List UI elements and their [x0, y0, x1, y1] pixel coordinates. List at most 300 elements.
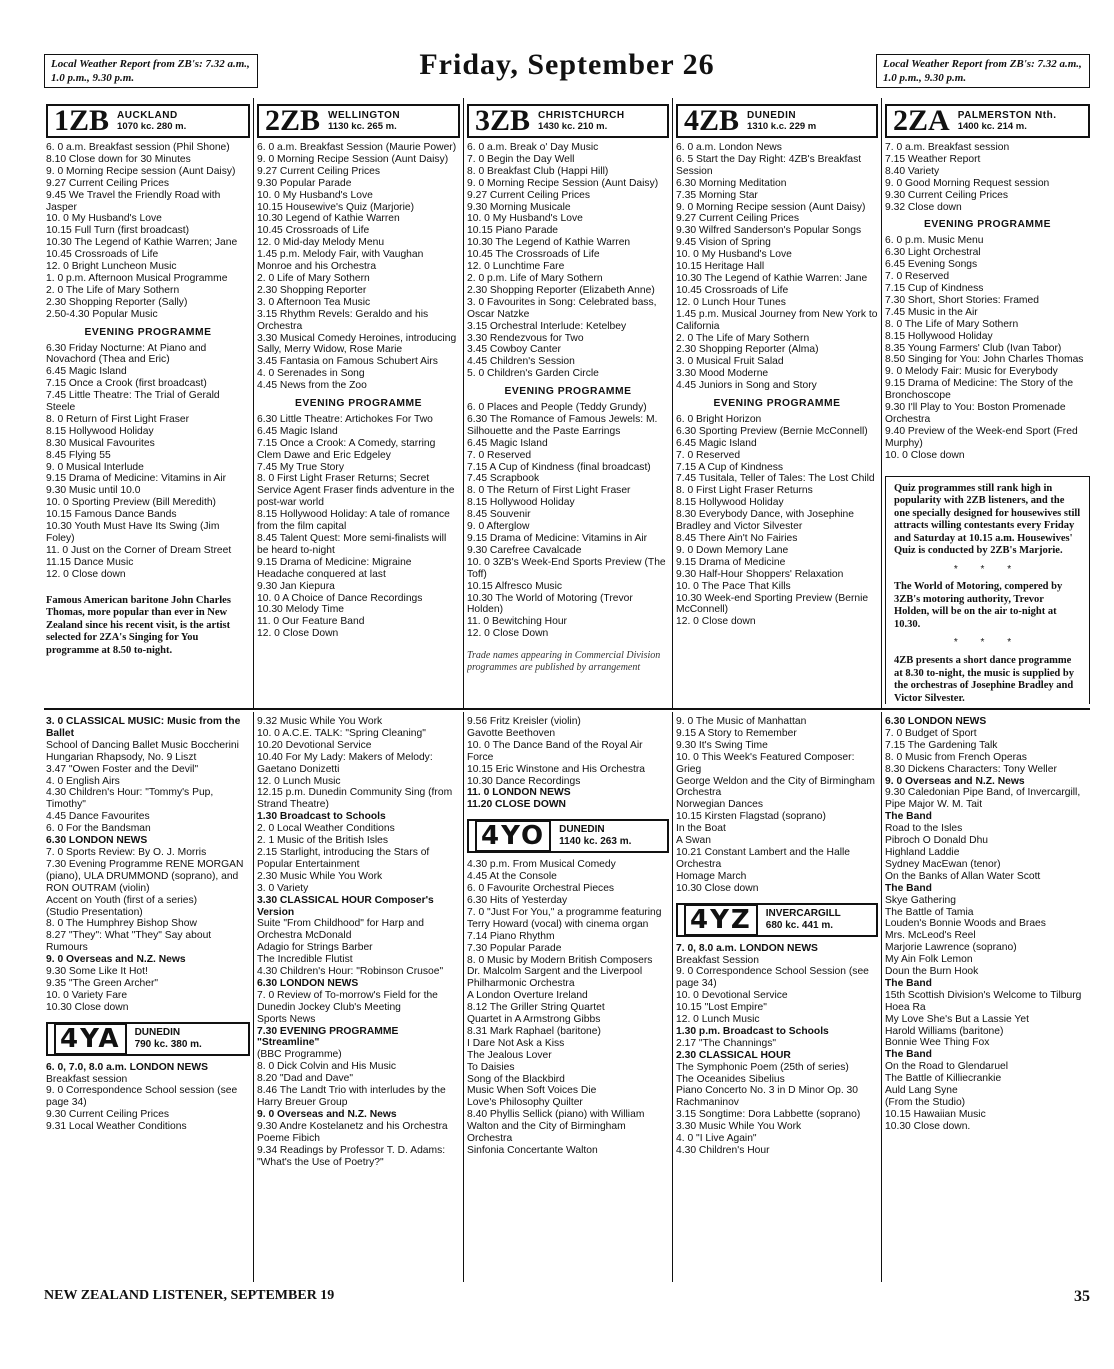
programme-item: 8.45 There Ain't No Fairies	[676, 533, 798, 544]
programme-item: 9.30 Morning Musicale	[467, 201, 571, 213]
programme-item: 11.20 CLOSE DOWN	[467, 799, 566, 811]
station-info	[135, 1027, 202, 1051]
section-heading: EVENING PROGRAMME	[504, 386, 632, 398]
station-city: DUNEDIN	[559, 824, 605, 836]
programme-item: Hoea Ra	[885, 1001, 926, 1013]
programme-item: 7.15 Weather Report	[885, 153, 981, 165]
programme-item: 9.34 Readings by Professor T. D. Adams: "What's the Use of Poetry?"	[257, 1144, 446, 1168]
programme-item: 10.21 Constant Lambert and the Halle Orchestra	[676, 846, 851, 870]
programme-item: 10. 0 My Husband's Love	[257, 189, 373, 201]
programme-item: 9.30 Jan Kiepura	[257, 580, 335, 592]
programme-item: 8.15 Hollywood Holiday: A tale of romance from the film capital	[257, 509, 450, 533]
programme-item: 11. 0 Just on the Corner of Dream Street	[46, 544, 232, 556]
programme-item: 8. 0 First Light Fraser Returns	[676, 485, 813, 497]
programme-item: 6.45 Evening Songs	[885, 259, 978, 271]
programme-item: 10.15 Heritage Hall	[676, 261, 765, 273]
programme-item: 12. 0 Close Down	[467, 628, 549, 640]
column-divider	[672, 98, 673, 708]
weather-report-right: Local Weather Report from ZB's: 7.32 a.m., 1.0 p.m., 9.30 p.m.	[876, 54, 1090, 88]
programme-item: 4. 0 "I Live Again"	[676, 1133, 757, 1145]
programme-list	[257, 716, 460, 1168]
programme-item: 9. 0 Overseas and N.Z. News	[885, 775, 1025, 787]
programme-item: 10.30 Close down.	[885, 1120, 971, 1132]
station-frequency: 1130 kc. 265 m.	[328, 121, 397, 132]
programme-item: 4.30 Children's Hour	[676, 1145, 770, 1156]
programme-item: Adagio for Strings Barber	[257, 942, 373, 954]
programme-item: 10. 0 My Husband's Love	[46, 213, 162, 225]
section-heading: EVENING PROGRAMME	[713, 398, 841, 410]
station-header-4ya	[46, 1022, 250, 1056]
highlight-dance: 4ZB presents a short dance programme at 8.30 to-night, the music is supplied by the orchestras of Josephine Bradley and Victor Silvester.	[894, 655, 1074, 704]
programme-item: My Love She's But a Lassie Yet	[885, 1013, 1029, 1025]
programme-item: A London Overture Ireland	[467, 990, 588, 1002]
programme-item: School of Dancing Ballet Music Boccherini	[46, 739, 239, 751]
programme-item: 8.15 Hollywood Holiday	[46, 425, 154, 437]
star-divider: * * *	[953, 637, 1022, 649]
programme-item: 12. 0 Lunch Music	[676, 1014, 760, 1026]
programme-item: 3.45 Fantasia on Famous Schubert Airs	[257, 356, 438, 368]
programme-item: 15th Scottish Division's Welcome to Tilburg	[885, 989, 1082, 1001]
programme-item: 9.32 Close down	[885, 201, 962, 213]
programme-item: 8.45 Talent Quest: More semi-finalists will be heard to-night	[257, 533, 447, 556]
programme-item: 3.30 Musical Comedy Heroines, introducing Sally, Merry Widow, Rose Marie	[257, 332, 457, 356]
station-call: 4ZB	[684, 104, 740, 137]
programme-item: 10.15 Famous Dance Bands	[46, 509, 177, 521]
programme-item: 9. 0 Good Morning Request session	[885, 177, 1050, 189]
programme-item: The Oceanides Sibelius	[676, 1073, 785, 1085]
programme-item: 9. 0 The Music of Manhattan	[676, 716, 807, 727]
station-header-4yz	[676, 903, 878, 937]
column-4zb	[676, 104, 878, 704]
programme-item: 7.15 Cup of Kindness	[885, 282, 984, 294]
programme-item: Breakfast session	[46, 1073, 128, 1085]
programme-item: 2.30 Shopping Reporter	[257, 284, 367, 296]
programme-item: Auld Lang Syne	[885, 1085, 958, 1097]
programme-item: 9.30 Half-Hour Shoppers' Relaxation	[676, 568, 844, 580]
programme-item: Piano Concerto No. 3 in D Minor Op. 30 Rachmaninov	[676, 1085, 859, 1109]
programme-item: 9.45 We Travel the Friendly Road with Jasper	[46, 189, 221, 213]
station-header-2zb	[257, 104, 460, 138]
programme-item: 9. 0 Morning Recipe Session (Aunt Daisy)	[257, 153, 449, 165]
programme-item: 6. 0 a.m. Breakfast Session (Maurie Power)	[257, 142, 457, 153]
programme-item: 9.40 Preview of the Week-end Sport (Fred Murphy)	[885, 425, 1078, 449]
programme-item: 8.15 Hollywood Holiday	[676, 497, 784, 509]
programme-item: 4.30 p.m. From Musical Comedy	[467, 859, 616, 871]
programme-item: 10. 0 A Choice of Dance Recordings	[257, 592, 423, 604]
lower-column-1	[46, 716, 250, 1282]
programme-item: 6. 5 Start the Day Right: 4ZB's Breakfast Session	[676, 153, 862, 177]
programme-item: 4.45 Children's Session	[467, 356, 575, 368]
feature-note: Famous American baritone John Charles Thomas, more popular than ever in New Zealand since his recent visit, is the artist selected for 2ZA's Singing for You programme at 8.50 to-night.	[46, 594, 231, 656]
programme-item: 9.27 Current Ceiling Prices	[467, 189, 591, 201]
station-frequency: 790 kc. 380 m.	[134, 1038, 202, 1050]
programme-item: Dr. Malcolm Sargent and the Liverpool Philharmonic Orchestra	[467, 966, 643, 990]
programme-item: 8.30 Everybody Dance, with Josephine Bradley and Victor Silvester	[676, 509, 855, 533]
programme-item: 7.30 EVENING PROGRAMME "Streamline"	[257, 1025, 399, 1049]
programme-item: 10.15 Alfresco Music	[467, 580, 563, 592]
programme-item: 9.30 Caledonian Pipe Band, of Invercargill, Pipe Major W. M. Tait	[885, 787, 1081, 811]
station-city: PALMERSTON Nth.	[957, 110, 1057, 121]
programme-item: 3.30 CLASSICAL HOUR Composer's Version	[257, 894, 434, 918]
programme-item: 10.20 Devotional Service	[257, 739, 372, 751]
programme-item: 10. 0 A.C.E. TALK: "Spring Cleaning"	[257, 727, 426, 739]
column-1zb	[46, 104, 250, 704]
section-heading: EVENING PROGRAMME	[84, 326, 212, 338]
programme-item: 6. 0 a.m. London News	[676, 142, 782, 153]
station-city: WELLINGTON	[328, 110, 401, 121]
programme-item: 9. 0 Down Memory Lane	[676, 544, 789, 556]
programme-item: 7. 0 a.m. Breakfast session	[885, 142, 1010, 153]
programme-item: 6. 0 Bright Horizon	[676, 413, 762, 425]
programme-item: 3.15 Songtime: Dora Labbette (soprano)	[676, 1109, 861, 1121]
programme-item: 4.30 Children's Hour: "Robinson Crusoe"	[257, 966, 444, 978]
station-call: 1ZB	[54, 104, 110, 137]
programme-item: Pibroch O Donald Dhu	[885, 835, 989, 847]
programme-item: 10. 0 This Week's Featured Composer: Grieg	[676, 751, 855, 775]
programme-item: The Band	[885, 882, 932, 894]
programme-item: 3. 0 CLASSICAL MUSIC: Music from the Ballet	[46, 716, 241, 739]
programme-item: 7.30 Evening Programme RENE MORGAN (piano), ULA DRUMMOND (soprano), and RON OUTRAM (violin)	[46, 858, 244, 894]
page-title: Friday, September 26	[419, 48, 715, 81]
programme-list	[46, 142, 250, 581]
programme-item: 8. 0 The Return of First Light Fraser	[467, 485, 631, 497]
programme-item: 9.15 Drama of Medicine: Vitamins in Air	[467, 533, 648, 544]
station-call: 2ZB	[265, 104, 321, 137]
programme-item: 7. 0 Reserved	[467, 449, 532, 461]
programme-item: 10.30 The World of Motoring (Trevor Holden)	[467, 592, 633, 616]
programme-item: 8. 0 Breakfast Club (Happi Hill)	[467, 165, 609, 177]
programme-item: 3.30 Music While You Work	[676, 1121, 802, 1133]
programme-item: 9.27 Current Ceiling Prices	[46, 177, 170, 189]
column-divider	[672, 712, 673, 1282]
programme-item: 9. 0 Afterglow	[467, 521, 530, 533]
programme-item: 10. 0 The Dance Band of the Royal Air Force	[467, 739, 643, 763]
programme-item: Gavotte Beethoven	[467, 727, 556, 739]
programme-item: 8. 0 The Humphrey Bishop Show	[46, 918, 197, 930]
programme-item: 10. 0 3ZB's Week-End Sports Preview (The Toff)	[467, 556, 666, 580]
programme-item: 7.45 Little Theatre: The Trial of Gerald Steele	[46, 390, 220, 414]
programme-item: 2.15 Starlight, introducing the Stars of Popular Entertainment	[257, 846, 430, 870]
programme-item: Mrs. McLeod's Reel	[885, 930, 976, 942]
programme-list	[467, 142, 669, 640]
programme-item: 7. 0 Review of To-morrow's Field for the Dunedin Jockey Club's Meeting	[257, 989, 438, 1013]
programme-item: 10.45 Crossroads of Life	[257, 225, 370, 237]
programme-item: My Ain Folk Lemon	[885, 954, 973, 966]
station-frequency: 1310 k.c. 229 m	[747, 121, 817, 132]
programme-item: 6. 0 For the Bandsman	[46, 823, 151, 835]
programme-item: 9. 0 Overseas and N.Z. News	[257, 1108, 397, 1120]
programme-item: 5. 0 Children's Garden Circle	[467, 368, 599, 380]
programme-item: 10.45 Crossroads of Life	[46, 249, 159, 261]
programme-item: 9. 0 Musical Interlude	[46, 461, 144, 473]
station-city: AUCKLAND	[117, 110, 178, 121]
programme-item: 7. 0 Reserved	[885, 271, 950, 283]
programme-item: 9.30 Carefree Cavalcade	[467, 544, 582, 556]
programme-item: The Band	[885, 1049, 932, 1061]
station-info	[117, 110, 186, 132]
programme-item: 6. 0, 7.0, 8.0 a.m. LONDON NEWS	[46, 1061, 208, 1073]
programme-item: 10. 0 Variety Fare	[46, 989, 128, 1001]
highlight-motoring: The World of Motoring, compered by 3ZB's motoring authority, Trevor Holden, will be on the air to-night at 10.30.	[894, 581, 1063, 630]
programme-item: 12. 0 Mid-day Melody Menu	[257, 237, 385, 249]
programme-item: 12. 0 Close Down	[257, 628, 339, 640]
programme-item: 2. 0 Life of Mary Sothern	[257, 272, 370, 284]
programme-item: 7. 0 Sports Review: By O. J. Morris	[46, 846, 207, 858]
programme-item: 2.30 Shopping Reporter (Alma)	[676, 344, 819, 356]
programme-item: Bonnie Wee Thing Fox	[885, 1037, 990, 1049]
programme-item: 8.40 Variety	[885, 165, 940, 177]
programme-item: 6. 0 p.m. Music Menu	[885, 235, 984, 247]
programme-item: 10. 0 My Husband's Love	[467, 213, 583, 225]
weather-report-left: Local Weather Report from ZB's: 7.32 a.m., 1.0 p.m., 9.30 p.m.	[44, 54, 258, 88]
programme-item: 6. 0 a.m. Breakfast session (Phil Shone)	[46, 142, 230, 153]
programme-item: 9. 0 Morning Recipe session (Aunt Daisy)	[676, 201, 866, 213]
programme-item: 6.30 Little Theatre: Artichokes For Two	[257, 413, 433, 425]
section-heading: EVENING PROGRAMME	[295, 398, 422, 410]
programme-item: 4.45 At the Console	[467, 871, 557, 883]
station-header-4yo	[467, 819, 669, 853]
programme-item: Sports News	[257, 1013, 316, 1025]
programme-item: 8.15 Hollywood Holiday	[467, 497, 575, 509]
programme-item: 2.30 Shopping Reporter (Elizabeth Anne)	[467, 284, 655, 296]
programme-item: 12. 0 Lunch Music	[257, 775, 341, 787]
programme-item: 8.15 Hollywood Holiday	[885, 330, 993, 342]
programme-item: 3. 0 Favourites in Song: Celebrated bass, Oscar Natzke	[467, 296, 657, 320]
programme-item: 6.30 Hits of Yesterday	[467, 894, 568, 906]
programme-item: The Battle of Killiecrankie	[885, 1073, 1002, 1085]
programme-item: Love's Philosophy Quilter	[467, 1097, 583, 1109]
programme-item: 9.32 Music While You Work	[257, 716, 383, 727]
programme-item: Quartet in A Armstrong Gibbs	[467, 1014, 601, 1026]
programme-item: 9.30 Andre Kostelanetz and his Orchestra	[257, 1120, 448, 1132]
station-header-3zb	[467, 104, 669, 138]
programme-item: 8.40 Phyllis Sellick (piano) with William Walton and the City of Birmingham Orchestra	[467, 1109, 645, 1145]
column-2za	[885, 104, 1090, 704]
column-divider	[253, 712, 254, 1282]
page-header	[44, 48, 1090, 98]
station-call: 2ZA	[893, 104, 950, 137]
programme-item: 4.45 News from the Zoo	[257, 380, 367, 392]
programme-item: 9. 0 Morning Recipe Session (Aunt Daisy)	[467, 177, 659, 189]
programme-list	[46, 716, 250, 1014]
programme-item: 6.45 Magic Island	[46, 366, 127, 378]
station-frequency: 1430 kc. 210 m.	[538, 121, 608, 132]
programme-item: 12. 0 Lunch Hour Tunes	[676, 296, 786, 308]
programme-item: 8. 0 Music from French Operas	[885, 751, 1027, 763]
programme-list	[257, 142, 460, 640]
listener-page	[44, 48, 1090, 1348]
programme-item: 7. 0 Begin the Day Well	[467, 153, 575, 165]
programme-item: 10.30 The Legend of Kathie Warren: Jane	[676, 272, 868, 284]
programme-item: Music When Soft Voices Die	[467, 1085, 597, 1097]
programme-item: Sinfonia Concertante Walton	[467, 1145, 598, 1156]
lower-column-3	[467, 716, 669, 1282]
programme-item: 3.30 Rendezvous for Two	[467, 332, 584, 344]
programme-item: 10.40 For My Lady: Makers of Melody: Gaetano Donizetti	[257, 751, 433, 775]
programme-item: 8.45 Flying 55	[46, 449, 111, 461]
programme-item: 12.15 p.m. Dunedin Community Sing (from Strand Theatre)	[257, 787, 453, 811]
programme-item: 6.45 Magic Island	[257, 425, 338, 437]
section-heading: EVENING PROGRAMME	[924, 219, 1051, 231]
programme-item: 10.45 The Crossroads of Life	[467, 249, 600, 261]
programme-item: 10.30 Legend of Kathie Warren	[257, 213, 400, 225]
programme-item: 9.56 Fritz Kreisler (violin)	[467, 716, 581, 727]
programme-item: 3.15 Rhythm Revels: Geraldo and his Orchestra	[257, 308, 429, 332]
programme-item: 9.30 Some Like It Hot!	[46, 966, 148, 978]
programme-item: 1.30 p.m. Broadcast to Schools	[676, 1025, 829, 1037]
programme-item: 10. 0 Close down	[885, 449, 965, 461]
programme-item: 9.30 It's Swing Time	[676, 739, 768, 751]
programme-item: 7.15 Once a Crook: A Comedy, starring Clem Dawe and Eric Edgeley	[257, 437, 436, 461]
programme-item: 10.30 The Legend of Kathie Warren	[467, 237, 631, 249]
programme-item: 9.30 Current Ceiling Prices	[46, 1109, 170, 1121]
programme-item: 7. 0, 8.0 a.m. LONDON NEWS	[676, 942, 818, 954]
programme-item: 9.30 Wilfred Sanderson's Popular Songs	[676, 225, 862, 237]
station-header-4zb	[676, 104, 878, 138]
programme-item: 10.30 Week-end Sporting Preview (Bernie McConnell)	[676, 592, 869, 616]
programme-item: 2. 1 Music of the British Isles	[257, 835, 389, 847]
programme-item: 2.30 CLASSICAL HOUR	[676, 1049, 791, 1061]
programme-item: 1.45 p.m. Musical Journey from New York to California	[676, 308, 878, 332]
programme-item: 2. 0 p.m. Life of Mary Sothern	[467, 272, 603, 284]
programme-item: 10.15 "Lost Empire"	[676, 1002, 767, 1014]
lower-column-2	[257, 716, 460, 1282]
programme-item: 8.46 The Landt Trio with interludes by the Harry Breuer Group	[257, 1085, 446, 1108]
programme-item: In the Boat	[676, 823, 726, 835]
programme-item: 6.30 Sporting Preview (Bernie McConnell)	[676, 425, 868, 437]
station-call: 3ZB	[475, 104, 531, 137]
programme-item: 10.15 Hawaiian Music	[885, 1108, 986, 1120]
highlight-quiz: Quiz programmes still rank high in popularity with 2ZB listeners, and the one specially designed for housewives still attracts willing contestants every Friday and Saturday at 10.15 a.m. Housewives' Quiz is conducted by 2ZB's Marjorie.	[894, 482, 1081, 557]
programme-item: 3.47 "Owen Foster and the Devil"	[46, 763, 199, 775]
programme-item: 6. 0 Favourite Orchestral Pieces	[467, 883, 615, 895]
programme-item: 7.35 Morning Star	[676, 189, 758, 201]
programme-item: Doun the Burn Hook	[885, 966, 979, 978]
programme-item: 1.30 Broadcast to Schools	[257, 811, 386, 823]
programme-item: 9.35 "The Green Archer"	[46, 977, 159, 989]
programme-item: Suite "From Childhood" for Harp and Orchestra McDonald	[257, 918, 424, 942]
lower-column-5	[885, 716, 1090, 1282]
programme-item: 6.30 Light Orchestral	[885, 247, 981, 259]
programme-item: 6.30 The Romance of Famous Jewels: M. Silhouette and the Paste Earrings	[467, 413, 658, 437]
programme-item: Marjorie Lawrence (soprano)	[885, 942, 1017, 954]
programme-item: 6.30 LONDON NEWS	[257, 977, 359, 989]
programme-item: George Weldon and the City of Birmingham Orchestra	[676, 775, 875, 799]
programme-item: 3. 0 Musical Fruit Salad	[676, 356, 784, 368]
programme-item: 7.15 Once a Crook (first broadcast)	[46, 378, 207, 390]
station-frequency: 680 kc. 441 m.	[765, 919, 834, 931]
programme-item: 6.45 Magic Island	[676, 437, 757, 449]
programme-item: The Jealous Lover	[467, 1049, 552, 1061]
programme-item: I Dare Not Ask a Kiss	[467, 1037, 565, 1049]
programme-item: 8.30 Dickens Characters: Tony Weller	[885, 763, 1057, 775]
publication-line: NEW ZEALAND LISTENER, SEPTEMBER 19	[44, 1288, 335, 1303]
column-3zb	[467, 104, 669, 704]
programme-item: 11.15 Dance Music	[46, 556, 134, 568]
programme-item: 10.15 Kirsten Flagstad (soprano)	[676, 811, 826, 823]
station-info	[958, 110, 1057, 132]
programme-item: 11. 0 LONDON NEWS	[467, 787, 571, 799]
page-number: 35	[1074, 1288, 1090, 1305]
programme-item: On the Banks of Allan Water Scott	[885, 870, 1041, 882]
station-frequency: 1140 kc. 263 m.	[559, 836, 632, 848]
programme-item: On the Road to Glendaruel	[885, 1061, 1009, 1073]
programme-item: 4.45 Dance Favourites	[46, 811, 150, 823]
programme-item: (BBC Programme)	[257, 1049, 342, 1061]
programme-list	[676, 716, 878, 895]
programme-item: (Studio Presentation)	[46, 906, 143, 918]
programme-item: 10. 0 Sporting Preview (Bill Meredith)	[46, 497, 216, 509]
programme-list	[467, 859, 669, 1157]
programme-item: 9.27 Current Ceiling Prices	[676, 213, 800, 225]
programme-item: 12. 0 Bright Luncheon Music	[46, 261, 177, 273]
programme-item: 2. 0 The Life of Mary Sothern	[46, 284, 180, 296]
column-divider	[463, 98, 464, 708]
programme-item: 12. 0 Close down	[676, 616, 756, 628]
programme-item: Poeme Fibich	[257, 1132, 320, 1144]
programme-item: 8.45 Souvenir	[467, 509, 531, 521]
programme-item: 10. 0 The Pace That Kills	[676, 580, 791, 592]
trade-names-note: Trade names appearing in Commercial Division programmes are published by arrangement	[467, 650, 661, 674]
programme-item: 2.17 "The Channings"	[676, 1037, 777, 1049]
programme-item: 1. 0 p.m. Afternoon Musical Programme	[46, 272, 228, 284]
station-call: 4YO	[475, 820, 551, 852]
section-divider	[44, 708, 1090, 710]
programme-item: 9.15 A Story to Remember	[676, 727, 797, 739]
programme-item: 7. 0 Budget of Sport	[885, 727, 977, 739]
programme-item: To Daisies	[467, 1061, 515, 1073]
station-frequency: 1070 kc. 280 m.	[117, 121, 187, 132]
programme-item: 8.20 "Dad and Dave"	[257, 1073, 354, 1085]
station-city: INVERCARGILL	[765, 907, 841, 919]
column-divider	[463, 712, 464, 1282]
programme-item: 6.45 Magic Island	[467, 437, 548, 449]
programme-item: 7. 0 Reserved	[676, 449, 741, 461]
station-city: CHRISTCHURCH	[538, 110, 625, 121]
programme-item: 8. 0 The Life of Mary Sothern	[885, 318, 1019, 330]
column-divider	[881, 712, 882, 1282]
programme-list	[467, 716, 669, 811]
programme-item: 10.15 Housewive's Quiz (Marjorie)	[257, 201, 415, 213]
programme-item: 9.45 Vision of Spring	[676, 237, 771, 249]
page-footer	[44, 1288, 1090, 1308]
programme-item: 8.12 The Griller String Quartet	[467, 1002, 605, 1014]
programme-item: Road to the Isles	[885, 823, 963, 835]
programme-item: 2.30 Music While You Work	[257, 870, 383, 882]
programme-item: 7.15 A Cup of Kindness (final broadcast)	[467, 461, 651, 473]
programme-item: 7.45 Scrapbook	[467, 473, 540, 485]
programme-item: 7. 0 "Just For You," a programme featuring Terry Howard (vocal) with cinema organ	[467, 906, 662, 930]
programme-item: 12. 0 Close down	[46, 568, 126, 580]
programme-item: 10. 0 My Husband's Love	[676, 249, 792, 261]
programme-item: 9. 0 Overseas and N.Z. News	[46, 954, 186, 966]
programme-item: Highland Laddie	[885, 846, 960, 858]
programme-item: A Swan	[676, 835, 711, 847]
programme-item: The Symphonic Poem (25th of series)	[676, 1061, 849, 1073]
programme-item: 8. 0 Music by Modern British Composers	[467, 954, 653, 966]
programme-item: Homage March	[676, 870, 747, 882]
programme-item: 6. 0 a.m. Break o' Day Music	[467, 142, 599, 153]
programme-item: 7.45 Music in the Air	[885, 306, 978, 318]
programme-item: 9.15 Drama of Medicine: Migraine Headache conquered at last	[257, 556, 412, 580]
programme-item: 9. 0 Morning Recipe session (Aunt Daisy)	[46, 165, 236, 177]
programme-item: 6. 0 Places and People (Teddy Grundy)	[467, 402, 647, 414]
programme-item: 8. 0 First Light Fraser Returns; Secret Service Agent Fraser finds adventure in the post-war world	[257, 473, 455, 509]
programme-item: 9. 0 Melody Fair: Music for Everybody	[885, 366, 1058, 378]
programme-item: 10.15 Full Turn (first broadcast)	[46, 225, 190, 237]
programme-item: 10.15 Eric Winstone and His Orchestra	[467, 763, 645, 775]
programme-item: 10.45 Crossroads of Life	[676, 284, 789, 296]
